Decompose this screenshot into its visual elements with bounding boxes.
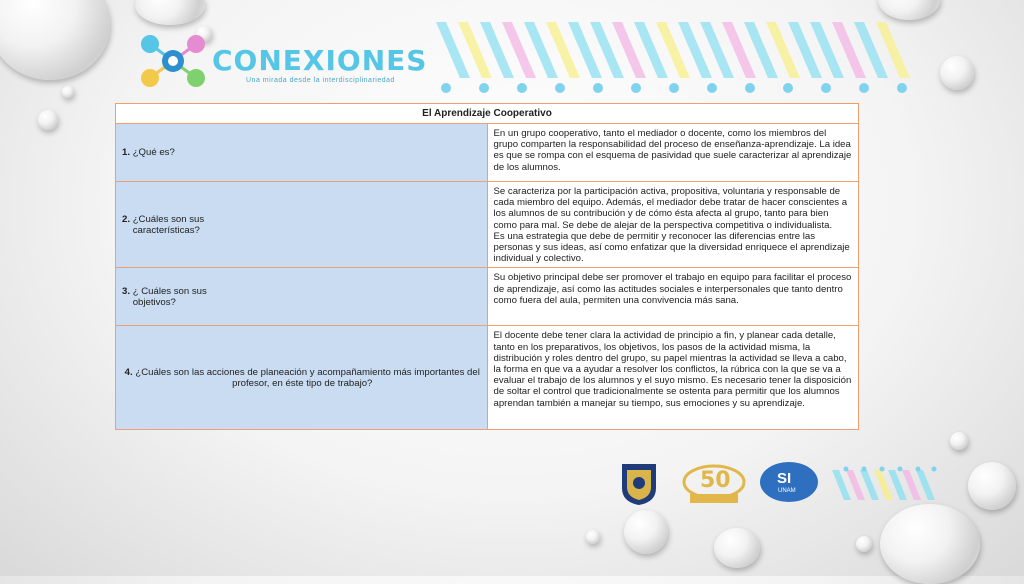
conexiones-logo xyxy=(136,30,428,92)
water-drop xyxy=(880,504,980,584)
table-title: El Aprendizaje Cooperativo xyxy=(116,104,859,124)
table-row xyxy=(116,124,859,182)
water-drop xyxy=(135,0,205,25)
water-drop xyxy=(62,86,74,98)
si-text: SI xyxy=(777,470,792,487)
question-number: 2. xyxy=(122,213,131,225)
water-drop xyxy=(586,530,600,544)
si-sub-text: UNAM xyxy=(778,488,796,494)
water-drop xyxy=(38,110,58,130)
water-drop xyxy=(0,0,110,80)
question-number: 1. xyxy=(122,146,131,158)
water-drop xyxy=(878,0,940,20)
water-drop xyxy=(940,56,974,90)
table-row xyxy=(116,268,859,326)
logo-title: CONEXIONES xyxy=(212,44,428,77)
question-number: 4. xyxy=(124,366,133,378)
answer-text-extra: Es una estrategia que debe de permitir y reconocer las diferencias entre las personas y sus ideas, así como enfatizar que la diversidad enriquece el aprendizaje individual y colectivo. xyxy=(493,230,850,265)
question-number: 3. xyxy=(122,285,131,297)
question-cell xyxy=(116,182,488,268)
question-cell xyxy=(116,326,488,430)
water-drop xyxy=(856,536,872,552)
answer-text: Se caracteriza por la participación activa, propositiva, voluntaria y responsable de cada miembro del equipo. Además, el mediador debe tratar de hacer conscientes a los alumnos de su contribución y de cómo ésta afecta al grupo, tanto para bien como para mal. Se debe de alejar de la perspectiva competitiva o individualista. xyxy=(493,186,848,231)
answer-cell xyxy=(487,182,859,268)
cooperative-learning-table xyxy=(115,103,859,430)
water-drop xyxy=(968,462,1016,510)
water-drop xyxy=(714,528,760,568)
table-row xyxy=(116,182,859,268)
unam-crest-icon xyxy=(618,462,660,506)
stripes-logo-icon xyxy=(832,466,938,502)
question-cell xyxy=(116,268,488,326)
question-text: ¿Cuáles son sus características? xyxy=(132,213,205,236)
table-title-row xyxy=(116,104,859,124)
answer-cell xyxy=(487,268,859,326)
fifty-years-logo xyxy=(682,462,746,506)
answer-text: El docente debe tener clara la actividad de principio a fin, y planear cada detalle, tanto en los preparativos, los objetivos, los pasos de la actividad misma, la distribución y roles dentro del grupo, su papel mientras la actividad se lleva a cabo, la forma en que va a ayudar a resolver los conflictos, la rúbrica con la que se va a evaluar el trabajo de los alumnos y el suyo mismo. Es necesario tener la disposición de soltar el control que tradicionalmente se ostenta para permitir que los alumnos aprendan también a manejar su tiempo, sus emociones y su aprendizaje. xyxy=(493,330,852,409)
answer-cell xyxy=(487,326,859,430)
fifty-years-text: 50 xyxy=(700,468,731,493)
table-row xyxy=(116,326,859,430)
water-drop xyxy=(950,432,968,450)
si-unam-logo xyxy=(760,462,818,502)
question-cell xyxy=(116,124,488,182)
question-text: ¿Cuáles son las acciones de planeación y acompañamiento más importantes del profesor, en éste tipo de trabajo? xyxy=(135,366,480,389)
answer-text: Su objetivo principal debe ser promover el trabajo en equipo para facilitar el proceso de aprendizaje, así como las actitudes sociales e interpersonales que tanto dentro como fuera del aula, permiten una convivencia más sana. xyxy=(493,272,852,306)
answer-cell xyxy=(487,124,859,182)
network-icon xyxy=(136,30,210,92)
question-text: ¿Qué es? xyxy=(132,146,175,158)
answer-text: En un grupo cooperativo, tanto el mediador o docente, como los miembros del grupo comparten la responsabilidad del proceso de enseñanza-aprendizaje. La idea es que se rompa con el esquema de pasividad que suele caracterizar al aprendizaje de los alumnos. xyxy=(493,128,852,173)
water-drop xyxy=(624,510,668,554)
decorative-stripes xyxy=(436,22,916,94)
logo-subtitle: Una mirada desde la interdisciplinariedad xyxy=(246,77,395,84)
question-text: ¿ Cuáles son sus objetivos? xyxy=(132,285,207,308)
